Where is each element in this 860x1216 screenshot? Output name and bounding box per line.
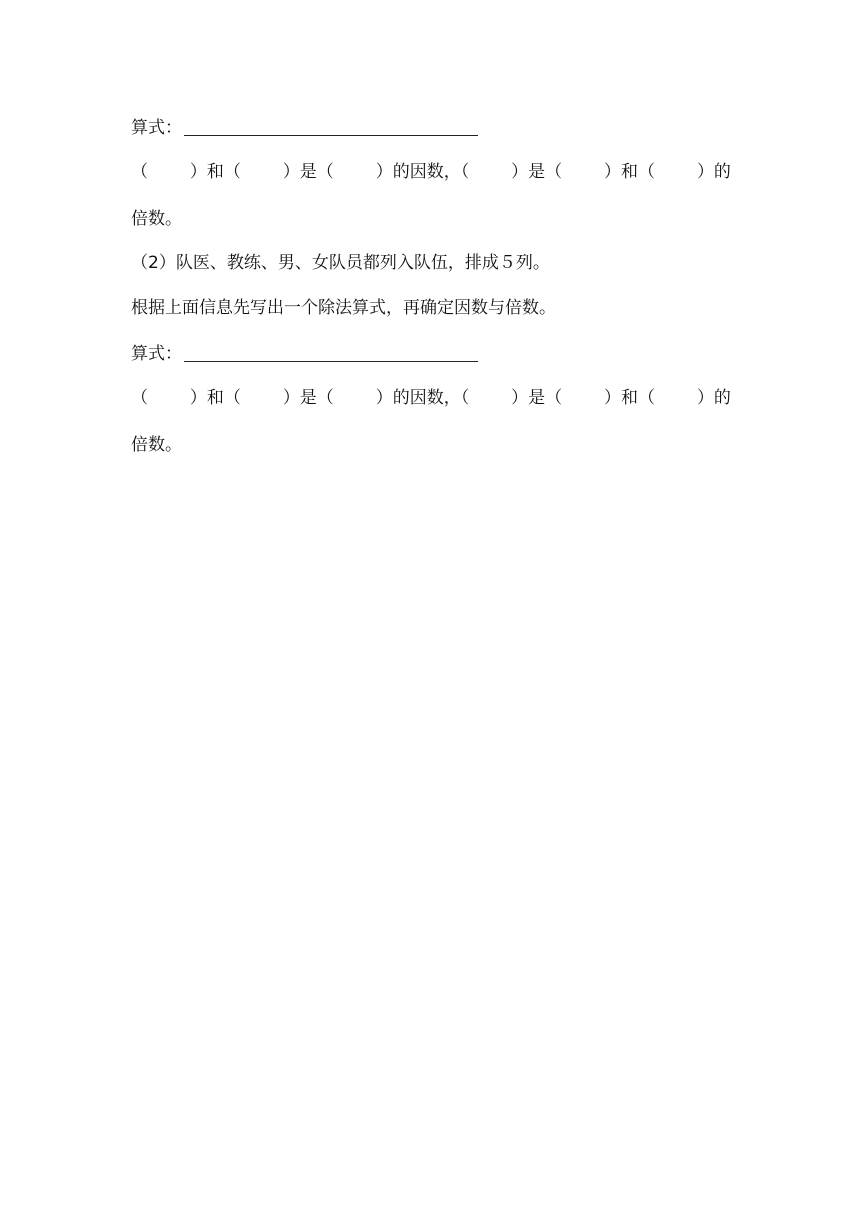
- question-2: （2）队医、教练、男、女队员都列入队伍，排成５列。: [131, 253, 550, 273]
- fill-in-cont-1: 倍数。: [131, 209, 182, 229]
- fill-token: ）的因数，（: [375, 388, 470, 408]
- fill-in-sentence-1: [131, 158, 731, 186]
- formula-label: 算式：: [131, 344, 182, 364]
- fill-token: （: [131, 388, 148, 408]
- fill-token: ）是（: [511, 388, 563, 408]
- formula-line-2: [131, 340, 478, 368]
- fill-in-cont-2: 倍数。: [131, 435, 182, 455]
- fill-token: ）和（: [189, 162, 241, 182]
- fill-token: ）是（: [511, 162, 563, 182]
- fill-token: ）和（: [604, 388, 656, 408]
- fill-token: ）和（: [189, 388, 241, 408]
- fill-token: ）是（: [282, 162, 334, 182]
- fill-in-sentence-2: [131, 384, 731, 412]
- formula-answer-blank[interactable]: [184, 114, 478, 136]
- fill-token: ）的因数，（: [375, 162, 470, 182]
- fill-token: ）的: [696, 162, 731, 182]
- formula-line-1: [131, 114, 478, 142]
- fill-token: ）和（: [604, 162, 656, 182]
- instruction-2: 根据上面信息先写出一个除法算式，再确定因数与倍数。: [131, 298, 556, 318]
- formula-answer-blank[interactable]: [184, 340, 478, 362]
- fill-token: （: [131, 162, 148, 182]
- formula-label: 算式：: [131, 118, 182, 138]
- fill-token: ）的: [696, 388, 731, 408]
- fill-token: ）是（: [282, 388, 334, 408]
